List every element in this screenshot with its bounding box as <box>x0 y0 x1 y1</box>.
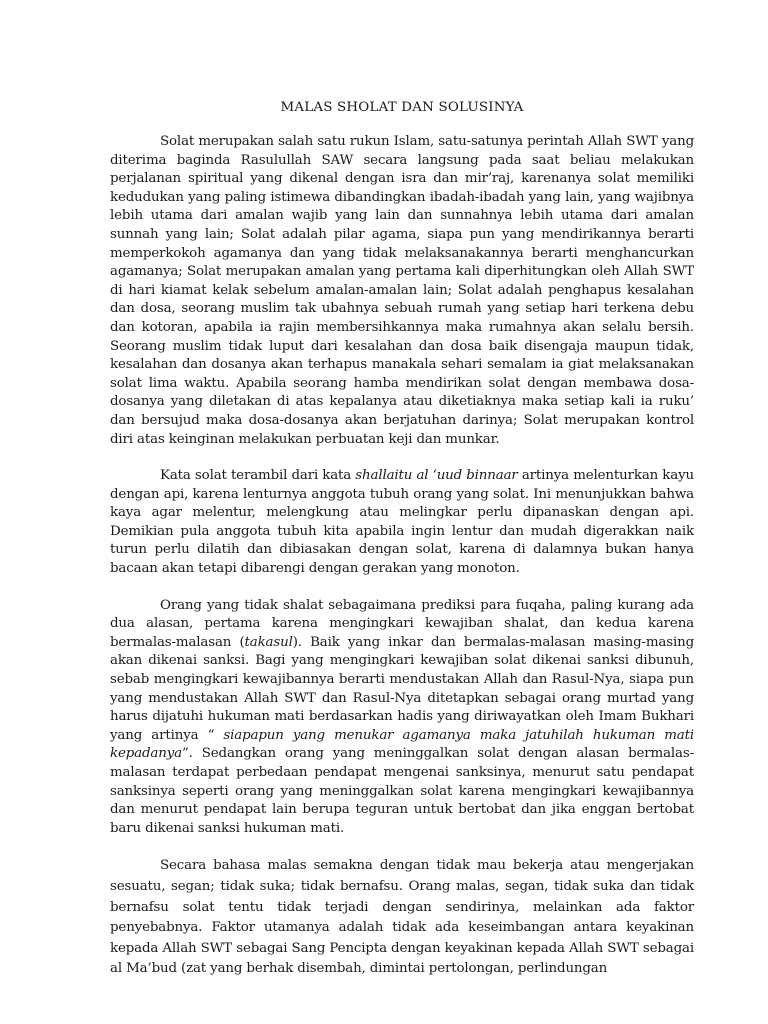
paragraph-3 <box>110 597 694 839</box>
paragraph-3-text-c: ”. Sedangkan orang yang meninggalkan solat dengan alasan bermalas-malasan terdapat perbedaan pendapat mengenai sanksinya, menurut satu pendapat sanksinya seperti orang yang meninggalkan solat karena mengingkari kewajibannya dan menurut pendapat lain berupa teguran untuk bertobat dan jika enggan bertobat baru dikenai sanksi hukuman mati. <box>110 746 694 836</box>
document-page <box>110 100 694 998</box>
paragraph-3-italic-1: takasul <box>244 634 293 650</box>
paragraph-2-text-b: artinya melenturkan kayu dengan api, karena lenturnya anggota tubuh orang yang solat. Ini menunjukkan bahwa kaya agar melentur, melengkung atau melingkar perlu dipanaskan dengan api. Demikian pula anggota tubuh kita apabila ingin lentur dan mudah digerakkan naik turun perlu dilatih dan dibiasakan dengan solat, karena di dalamnya bukan hanya bacaan akan tetapi dibarengi dengan gerakan yang monoton. <box>110 468 694 577</box>
paragraph-2-italic: shallaitu al ‘uud binnaar <box>355 468 518 484</box>
paragraph-3-text-b: ). Baik yang inkar dan bermalas-malasan masing-masing akan dikenai sanksi. Bagi yang mengingkari kewajiban solat dikenai sanksi dibunuh, sebab mengingkari kewajibannya berarti mendustakan Allah dan Rasul-Nya, siapa pun yang mendustakan Allah SWT dan Rasul-Nya ditetapkan sebagai orang murtad yang harus dijatuhi hukuman mati berdasarkan hadis yang diriwayatkan oleh Imam Bukhari yang artinya “ <box>110 634 694 743</box>
paragraph-2-text-a: Kata solat terambil dari kata <box>160 468 356 484</box>
paragraph-3-text-a: Orang yang tidak shalat sebagaimana prediksi para fuqaha, paling kurang ada dua alasan, pertama karena mengingkari kewajiban shalat, dan kedua karena bermalas-malasan ( <box>110 597 694 650</box>
paragraph-2 <box>110 467 694 579</box>
paragraph-4: Secara bahasa malas semakna dengan tidak mau bekerja atau mengerjakan sesuatu, segan; tidak suka; tidak bernafsu. Orang malas, segan, tidak suka dan tidak bernafsu solat tentu tidak terjadi dengan sendirinya, melainkan ada faktor penyebabnya. Faktor utamanya adalah tidak ada keseimbangan antara keyakinan kepada Allah SWT sebagai Sang Pencipta dengan keyakinan kepada Allah SWT sebagai al Ma’bud (zat yang berhak disembah, dimintai pertolongan, perlindungan <box>110 858 694 977</box>
document-title: MALAS SHOLAT DAN SOLUSINYA <box>280 100 524 115</box>
paragraph-3-italic-2: siapapun yang menukar agamanya maka jatuhilah hukuman mati kepadanya <box>110 727 694 762</box>
paragraph-1: Solat merupakan salah satu rukun Islam, satu-satunya perintah Allah SWT yang diterima baginda Rasulullah SAW secara langsung pada saat beliau melakukan perjalanan spiritual yang dikenal dengan isra dan mir’raj, karenanya solat memiliki kedudukan yang paling istimewa dibandingkan ibadah-ibadah yang lain, yang wajibnya lebih utama dari amalan wajib yang lain dan sunnahnya lebih utama dari amalan sunnah yang lain; Solat adalah pilar agama, siapa pun yang mendirikannya berarti memperkokoh agamanya dan yang tidak melaksanakannya berarti menghancurkan agamanya; Solat merupakan amalan yang pertama kali diperhitungkan oleh Allah SWT di hari kiamat kelak sebelum amalan-amalan lain; Solat adalah penghapus kesalahan dan dosa, seorang muslim tak ubahnya sebuah rumah yang setiap hari terkena debu dan kotoran, apabila ia rajin membersihkannya maka rumahnya akan selalu bersih. Seorang muslim tidak luput dari kesalahan dan dosa baik disengaja maupun tidak, kesalahan dan dosanya akan terhapus manakala sehari semalam ia giat melaksanakan solat lima waktu. Apabila seorang hamba mendirikan solat dengan membawa dosa-dosanya yang diletakan di atas kepalanya atau diketiaknya maka setiap kali ia ruku’ dan bersujud maka dosa-dosanya akan berjatuhan darinya; Solat merupakan kontrol diri atas keinginan melakukan perbuatan keji dan munkar. <box>110 134 694 447</box>
